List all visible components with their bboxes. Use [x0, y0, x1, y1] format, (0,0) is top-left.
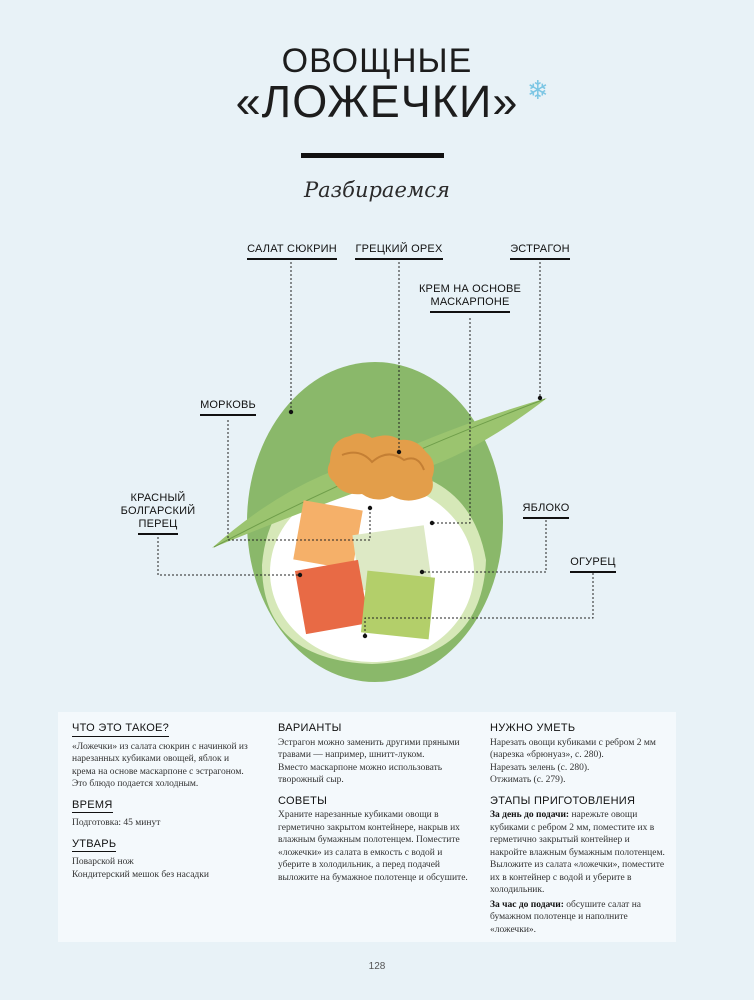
title-line-2: «ЛОЖЕЧКИ» — [235, 76, 519, 127]
tips-heading: СОВЕТЫ — [278, 794, 328, 807]
variants-heading: ВАРИАНТЫ — [278, 722, 342, 734]
time-heading: ВРЕМЯ — [72, 799, 113, 814]
skills-item: Отжимать (с. 279). — [490, 775, 566, 785]
info-panel — [58, 712, 676, 942]
steps-hour-text: обсушите салат на бумажном полотенце и наполните «ложечки». — [490, 899, 642, 935]
label-pepper: КРАСНЫЙ БОЛГАРСКИЙ ПЕРЕЦ — [116, 492, 200, 531]
subtitle: Разбираемся — [304, 178, 450, 202]
label-cream: КРЕМ НА ОСНОВЕ МАСКАРПОНЕ — [418, 283, 522, 309]
info-column-2 — [278, 722, 474, 892]
what-text: «Ложечки» из салата сюкрин с начинкой из нарезанных кубиками овощей, яблок и крема на основе маскарпоне с эстрагоном. Это блюдо подается холодным. — [72, 741, 248, 789]
label-apple: ЯБЛОКО — [512, 502, 580, 515]
label-tarragon: ЭСТРАГОН — [500, 243, 580, 256]
skills-item: Нарезать овощи кубиками с ребром 2 мм (нарезка «брюнуаз», с. 280). — [490, 737, 656, 760]
skills-item: Нарезать зелень (с. 280). — [490, 762, 590, 773]
pepper-cube — [295, 560, 369, 634]
cucumber-cube — [361, 571, 435, 640]
skills-heading: НУЖНО УМЕТЬ — [490, 722, 576, 734]
carrot-cube — [293, 500, 363, 570]
variants-text-1: Эстрагон можно заменить другими пряными травами — например, шнитт-луком. — [278, 737, 460, 760]
label-romaine: САЛАТ СЮКРИН — [240, 243, 344, 256]
steps-hour-label: За час до подачи: — [490, 899, 564, 910]
tips-text: Храните нарезанные кубиками овощи в герметично закрытом контейнере, накрыв их влажным бумажным полотенцем. Поместите «ложечки» из салата в емкость с водой и уберите в холодильник, а перед подачей выложите на бумажное полотенце и обсушите. — [278, 810, 468, 883]
time-text: Подготовка: 45 минут — [72, 818, 161, 828]
steps-day-label: За день до подачи: — [490, 810, 570, 820]
label-cucumber: ОГУРЕЦ — [560, 556, 626, 569]
label-walnut: ГРЕЦКИЙ ОРЕХ — [352, 243, 446, 256]
info-column-1 — [72, 722, 254, 881]
label-carrot: МОРКОВЬ — [190, 399, 266, 412]
what-heading: ЧТО ЭТО ТАКОЕ? — [72, 722, 169, 737]
page-number: 128 — [368, 961, 386, 972]
title-line-1: ОВОЩНЫЕ — [281, 42, 473, 80]
snowflake-icon: ❄ — [527, 76, 549, 106]
tools-heading: УТВАРЬ — [72, 838, 116, 853]
tools-item: Поварской нож — [72, 857, 134, 867]
info-column-3 — [490, 722, 666, 944]
tools-item: Кондитерский мешок без насадки — [72, 869, 209, 880]
steps-heading: ЭТАПЫ ПРИГОТОВЛЕНИЯ — [490, 794, 636, 807]
variants-text-2: Вместо маскарпоне можно использовать творожный сыр. — [278, 762, 443, 785]
steps-day-text: нарежьте овощи кубиками с ребром 2 мм, поместите их в герметично закрытый контейнер и накройте влажным бумажным полотенцем. Выложите из салата «ложечки», поместите их в контейнер с водой и уберите в холодильник. — [490, 810, 665, 895]
